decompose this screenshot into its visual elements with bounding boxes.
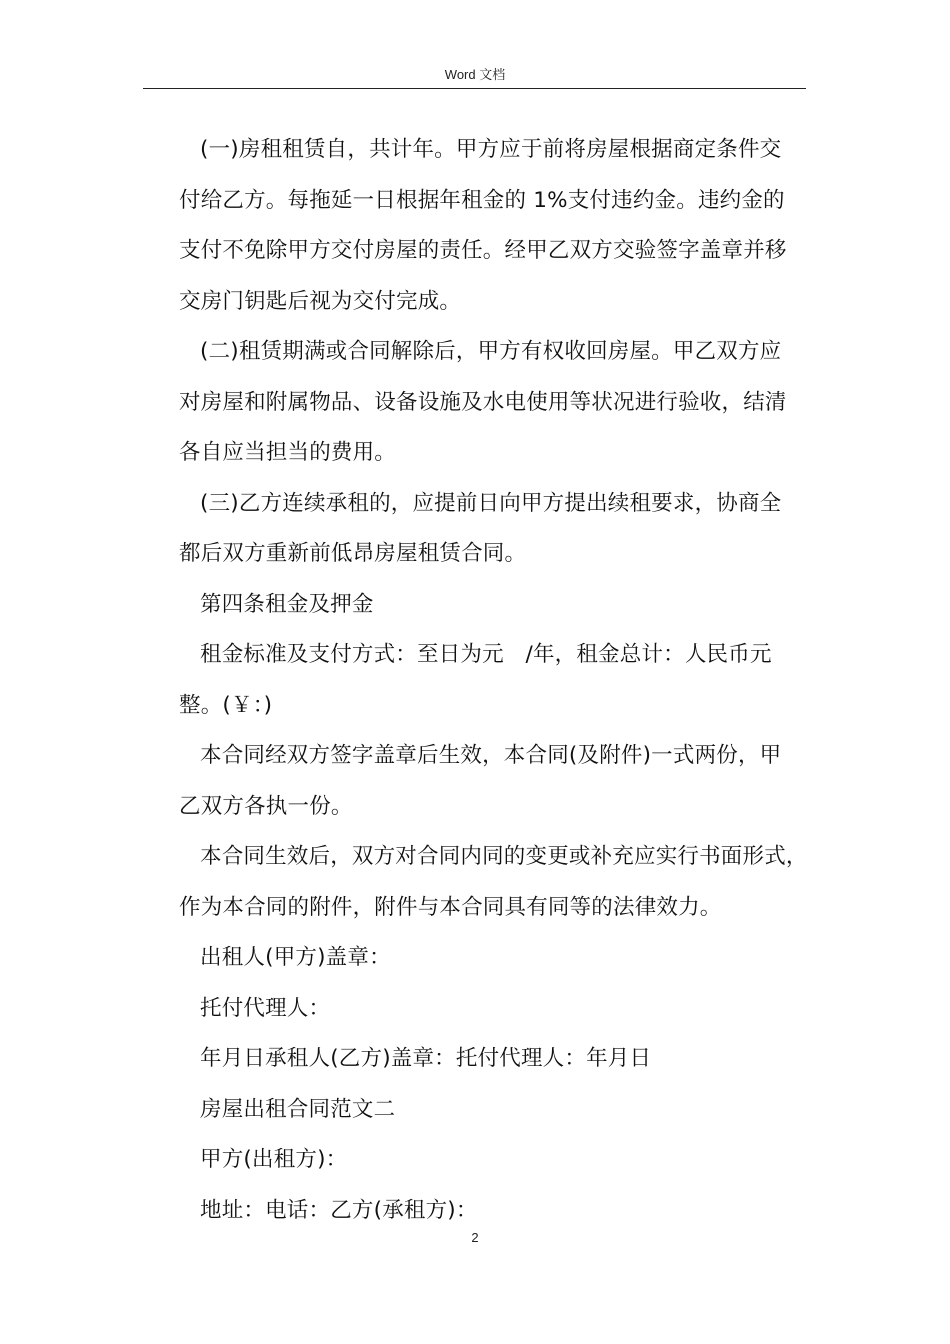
paragraph-line: 对房屋和附属物品、设备设施及水电使用等状况进行验收，结清 — [179, 389, 787, 415]
paragraph-line: 年月日承租人(乙方)盖章：托付代理人：年月日 — [200, 1046, 652, 1071]
paragraph-line: 第四条租金及押金 — [200, 591, 374, 617]
party-a-line — [179, 1135, 819, 1186]
paragraph-line: (二)租赁期满或合同解除后，甲方有权收回房屋。甲乙双方应 — [200, 339, 782, 364]
paragraph-line: (一)房租租赁自，共计年。甲方应于前将房屋根据商定条件交 — [200, 137, 782, 162]
paragraph-line: 本合同生效后，双方对合同内同的变更或补充应实行书面形式， — [200, 844, 808, 869]
paragraph-line: (三)乙方连续承租的，应提前日向甲方提出续租要求，协商全 — [200, 490, 782, 516]
paragraph-line: 作为本合同的附件，附件与本合同具有同等的法律效力。 — [179, 894, 722, 920]
article-heading — [179, 580, 819, 631]
signature-lessor — [179, 933, 819, 984]
paragraph-line: 托付代理人： — [200, 995, 331, 1021]
paragraph-renewal — [179, 479, 819, 580]
page-header-title: Word 文档 — [444, 67, 506, 82]
paragraph-line: 支付不免除甲方交付房屋的责任。经甲乙双方交验签字盖章并移 — [179, 238, 787, 263]
paragraph-line: 整。(￥：) — [179, 692, 273, 718]
paragraph-line: 甲方(出租方)： — [200, 1147, 348, 1172]
paragraph-line: 出租人(甲方)盖章： — [200, 945, 391, 970]
signature-agent — [179, 984, 819, 1035]
document-body — [179, 125, 819, 1236]
paragraph-line: 各自应当担当的费用。 — [179, 440, 397, 465]
paragraph-line: 地址：电话：乙方(承租方)： — [200, 1197, 478, 1223]
paragraph-line: 乙双方各执一份。 — [179, 793, 353, 819]
paragraph-line: 房屋出租合同范文二 — [200, 1096, 396, 1122]
page-number: 2 — [471, 1230, 479, 1245]
paragraph-line: 交房门钥匙后视为交付完成。 — [179, 288, 462, 314]
address-line — [179, 1186, 819, 1237]
paragraph-line: 付给乙方。每拖延一日根据年租金的 1%支付违约金。违约金的 — [179, 187, 785, 213]
header-divider — [143, 88, 806, 89]
section-title — [179, 1085, 819, 1136]
paragraph-delivery — [179, 125, 819, 327]
paragraph-line: 租金标准及支付方式：至日为元 /年，租金总计：人民币元 — [200, 642, 772, 667]
paragraph-effect — [179, 731, 819, 832]
paragraph-rent-standard — [179, 630, 819, 731]
paragraph-line: 都后双方重新前低昂房屋租赁合同。 — [179, 541, 527, 566]
paragraph-line: 本合同经双方签字盖章后生效，本合同(及附件)一式两份，甲 — [200, 743, 782, 768]
paragraph-amendment — [179, 832, 819, 933]
paragraph-return — [179, 327, 819, 479]
signature-lessee — [179, 1034, 819, 1085]
